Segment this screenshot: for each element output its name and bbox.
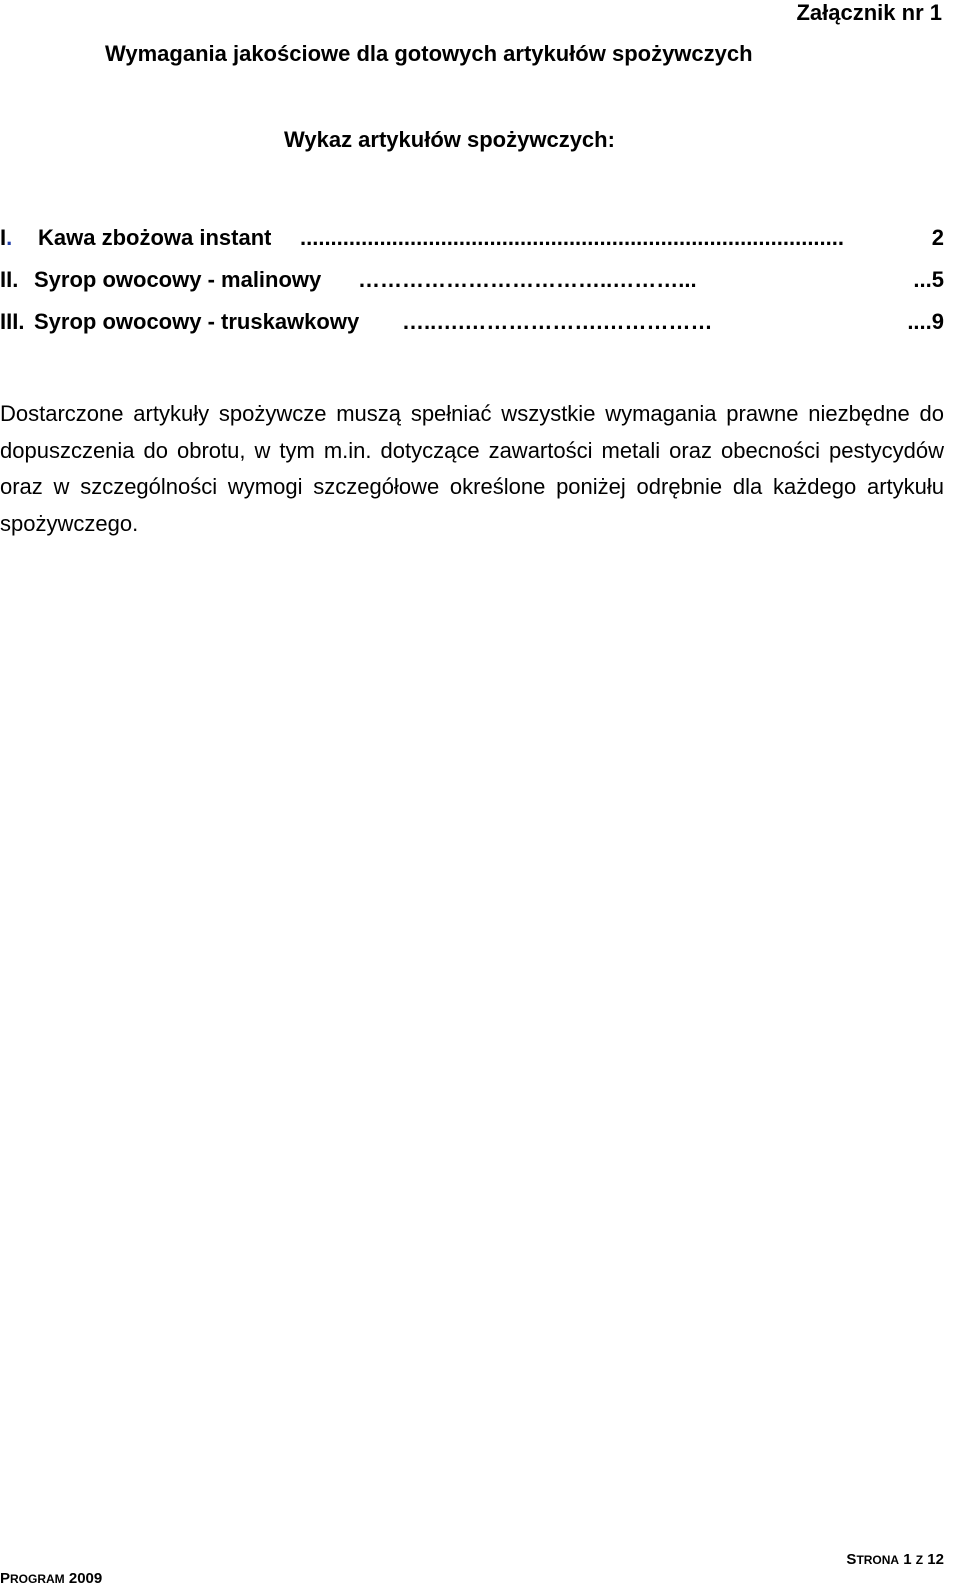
toc-item-1[interactable]: [0, 224, 944, 266]
footer-program: PROGRAM 2009: [0, 1570, 103, 1587]
toc-item-2[interactable]: [0, 266, 944, 308]
table-of-contents: [0, 224, 944, 350]
toc-page-number: ...5: [913, 267, 944, 292]
toc-item-text: Kawa zbożowa instant: [38, 225, 272, 250]
toc-item-text: Syrop owocowy - truskawkowy: [34, 309, 360, 334]
toc-leader: .........................................................................................: [300, 225, 844, 250]
toc-item-number: I.: [0, 225, 13, 250]
toc-item-3[interactable]: [0, 308, 944, 350]
list-title: Wykaz artykułów spożywczych:: [284, 127, 615, 152]
requirements-paragraph: Dostarczone artykuły spożywcze muszą spełniać wszystkie wymagania prawne niezbędne do dopuszczenia do obrotu, w tym m.in. dotyczące zawartości metali oraz obecności pestycydów oraz w szczególności wymogi szczegółowe określone poniżej odrębnie dla każdego artykułu spożywczego.: [0, 401, 944, 536]
document-title: Wymagania jakościowe dla gotowych artykułów spożywczych: [105, 41, 753, 66]
toc-leader: ……………………………..………...: [358, 267, 697, 292]
toc-item-text: Syrop owocowy - malinowy: [34, 267, 322, 292]
toc-item-number: II.: [0, 267, 19, 292]
toc-item-number: III.: [0, 309, 25, 334]
toc-number-dot: .: [6, 225, 13, 250]
footer-page-number: STRONA 1 Z 12: [846, 1551, 944, 1568]
toc-page-number: ....9: [907, 309, 944, 334]
annex-label: Załącznik nr 1: [796, 0, 942, 25]
toc-leader: …..….……………….……………: [402, 309, 713, 334]
toc-page-number: 2: [931, 225, 944, 250]
